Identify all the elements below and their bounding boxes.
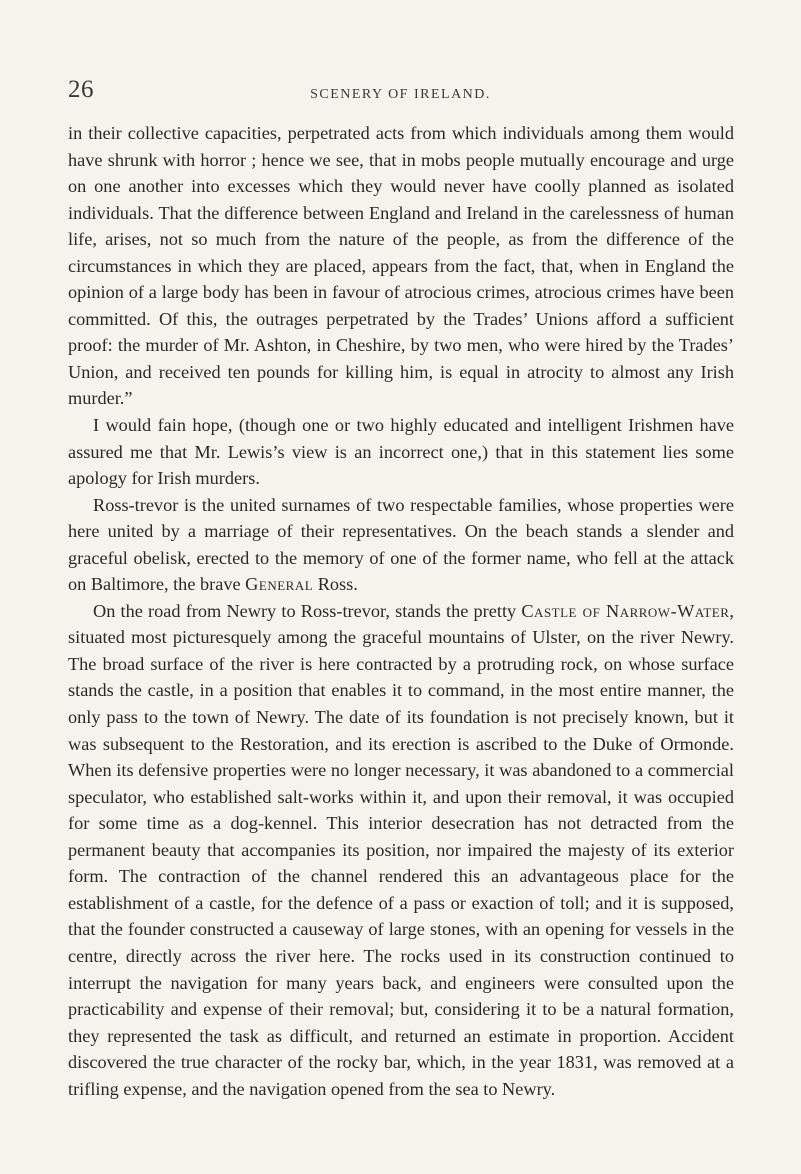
paragraph-4-text-a: On the road from Newry to Ross-trevor, stands the pretty xyxy=(93,600,522,621)
paragraph-3-text-b: Ross. xyxy=(313,574,358,595)
page-number: 26 xyxy=(68,76,94,103)
body-text xyxy=(68,120,734,1102)
paragraph-4-smallcaps: Castle of Narrow-Water xyxy=(521,600,730,621)
paragraph-1: in their collective capacities, perpetrated acts from which individuals among them would have shrunk with horror ; hence we see, that in mobs people mutually encourage and urge on one another into excesses which they would never have coolly planned as isolated individuals. That the difference between England and Ireland in the carelessness of human life, arises, not so much from the nature of the people, as from the difference of the circumstances in which they are placed, appears from the fact, that, when in England the opinion of a large body has been in favour of atrocious crimes, atrocious crimes have been committed. Of this, the outrages perpetrated by the Trades’ Unions afford a sufficient proof: the murder of Mr. Ashton, in Cheshire, by two men, who were hired by the Trades’ Union, and received ten pounds for killing him, is equal in atrocity to almost any Irish murder.” xyxy=(68,123,734,409)
paragraph-3-smallcaps: General xyxy=(245,574,314,595)
paragraph-3-text-a: Ross-trevor is the united surnames of two respectable families, whose properties were here united by a marriage of their representatives. On the beach stands a slender and graceful obelisk, erected to the memory of one of the former name, who fell at the attack on Baltimore, the brave xyxy=(68,494,734,595)
paragraph-4 xyxy=(68,598,734,1102)
paragraph-3 xyxy=(68,492,734,598)
paragraph-4-text-b: , situated most picturesquely among the graceful mountains of Ulster, on the river Newry. The broad surface of the river is here contracted by a protruding rock, on whose surface stands the castle, in a position that enables it to command, in the most entire manner, the only pass to the town of Newry. The date of its foundation is not precisely known, but it was subsequent to the Restoration, and its erection is ascribed to the Duke of Ormonde. When its defensive properties were no longer necessary, it was abandoned to a commercial speculator, who established salt-works within it, and upon their removal, it was occupied for some time as a dog-kennel. This interior desecration has not detracted from the permanent beauty that accompanies its position, nor impaired the majesty of its exterior form. The contraction of the channel rendered this an advantageous place for the establishment of a castle, for the defence of a pass or exaction of toll; and it is supposed, that the founder constructed a causeway of large stones, with an opening for vessels in the centre, directly across the river here. The rocks used in its construction continued to interrupt the navigation for many years back, and engineers were consulted upon the practicability and expense of their removal; but, considering it to be a natural formation, they represented the task as difficult, and returned an estimate in proportion. Accident discovered the true character of the rocky bar, which, in the year 1831, was removed at a trifling expense, and the navigation opened from the sea to Newry. xyxy=(68,600,734,1099)
running-head: SCENERY OF IRELAND. xyxy=(310,87,491,102)
paragraph-2: I would fain hope, (though one or two highly educated and intelligent Irishmen have assured me that Mr. Lewis’s view is an incorrect one,) that in this statement lies some apology for Irish murders. xyxy=(68,415,734,489)
